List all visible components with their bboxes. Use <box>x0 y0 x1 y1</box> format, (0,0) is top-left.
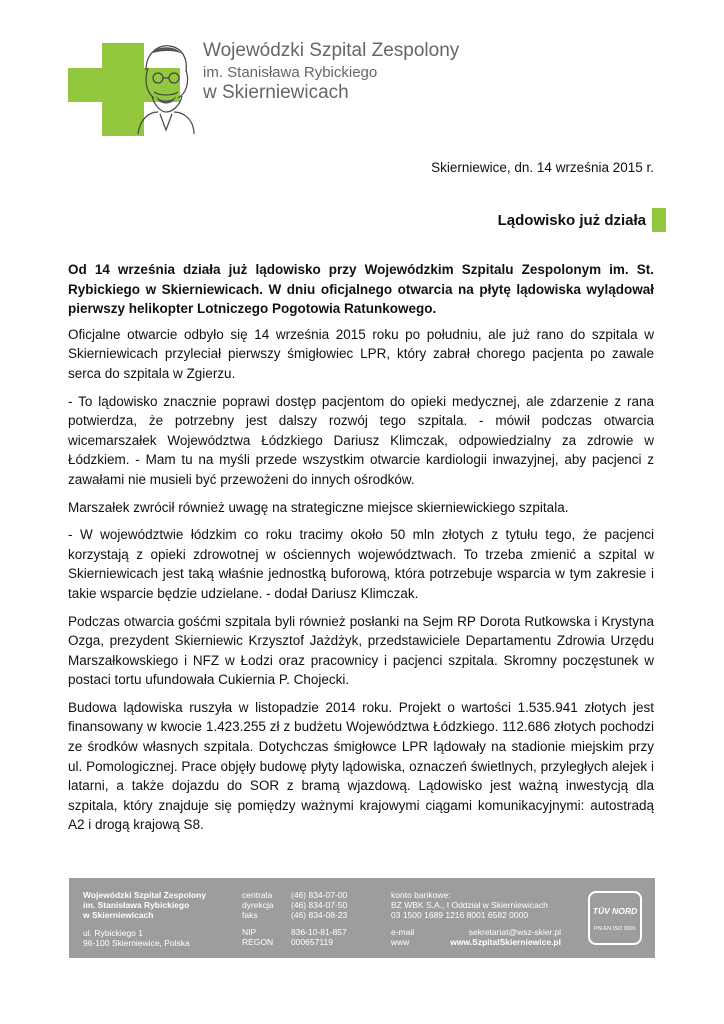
body-paragraph: Oficjalne otwarcie odbyło się 14 września 2015 roku po południu, ale już rano do szpitala w Skierniewicach przyleciał pierwszy śmigłowiec LPR, który zabrał chorego pacjenta po zawale serca do szpitala w Zgierzu. <box>68 326 654 381</box>
footer-contact-values <box>421 927 561 947</box>
contact-label: www <box>391 937 410 947</box>
footer-id-values <box>291 927 381 947</box>
tuv-certificate-badge-icon <box>588 891 642 945</box>
footer <box>69 878 655 958</box>
phone-value: (46) 834-08-23 <box>291 910 348 920</box>
bank-line: 03 1500 1689 1216 8001 6582 0000 <box>391 910 529 920</box>
body-paragraph: - W województwie łódzkim co roku tracimy około 50 mln złotych z tytułu tego, że pacjenci korzystają z opieki zdrowotnej w ościennych województwach. To trzeba zmienić a szpital w Skierniewicach jest taką właśnie jednostką buforową, która potrzebuje wsparcia w tym zakresie i takie wsparcie będzie udzielane. - dodał Dariusz Klimczak. <box>68 527 654 601</box>
lead-paragraph: Od 14 września działa już lądowisko przy Wojewódzkim Szpitalu Zespolonym im. St. Rybickiego w Skierniewicach. W dniu oficjalnego otwarcia na płytę lądowiska wylądował pierwszy helikopter Lotniczego Pogotowia Ratunkowego. <box>68 262 654 317</box>
letterhead <box>68 40 488 136</box>
footer-id-labels <box>242 927 287 947</box>
id-label: REGON <box>242 937 274 947</box>
title-accent-bar <box>652 208 666 232</box>
cert-code: PN-EN ISO 9001 <box>594 926 636 932</box>
phone-label: faks <box>242 910 258 920</box>
footer-contact-labels <box>391 927 421 947</box>
phone-value: (46) 834-07-50 <box>291 900 348 910</box>
id-value: 000657119 <box>291 937 333 947</box>
body-paragraph: Podczas otwarcia gośćmi szpitala byli również posłanki na Sejm RP Dorota Rutkowska i Krystyna Ozga, prezydent Skierniewic Krzysztof Jażdżyk, przedstawiciele Departamentu Zdrowia Urzędu Marszałkowskiego i NFZ w Łodzi oraz pracownicy i pacjenci szpitala. Skromny poczęstunek w postaci tortu ufundowała Cukiernia P. Chojecki. <box>68 613 654 688</box>
footer-bank <box>391 890 561 920</box>
bank-line: konto bankowe: <box>391 890 451 900</box>
email-link[interactable]: sekretariat@wsz-skier.pl <box>468 927 561 937</box>
org-city: w Skierniewicach <box>203 82 349 103</box>
body-paragraph: Marszałek zwrócił również uwagę na strategiczne miejsce skierniewickiego szpitala. <box>68 499 569 515</box>
portrait-icon <box>124 40 204 134</box>
phone-value: (46) 834-07-00 <box>291 890 348 900</box>
bank-line: BZ WBK S.A., I Oddział w Skierniewicach <box>391 900 548 910</box>
footer-address-line: 96-100 Skierniewice, Polska <box>83 938 190 948</box>
footer-org-line: w Skierniewicach <box>83 910 154 920</box>
id-value: 836-10-81-857 <box>291 927 347 937</box>
document-date: Skierniewice, dn. 14 września 2015 r. <box>431 160 654 175</box>
document-body <box>68 260 654 843</box>
footer-org-line: Wojewódzki Szpital Zespolony <box>83 890 207 900</box>
id-label: NIP <box>242 927 257 937</box>
footer-phone-values <box>291 890 381 920</box>
document-title: Lądowisko już działa <box>497 211 646 229</box>
phone-label: centrala <box>242 890 273 900</box>
website-link[interactable]: www.SzpitalSkierniewice.pl <box>450 937 561 947</box>
cert-brand: TÜV NORD <box>592 906 638 916</box>
footer-org-line: im. Stanisława Rybickiego <box>83 900 190 910</box>
footer-address-line: ul. Rybickiego 1 <box>83 928 144 938</box>
body-paragraph: - To lądowisko znacznie poprawi dostęp pacjentom do opieki medycznej, ale zdarzenie z rana potwierdza, że potrzebny jest dalszy rozwój tego szpitala. - mówił podczas otwarcia wicemarszałek Województwa Łódzkiego Dariusz Klimczak, odpowiedzialny za zdrowie w Łódzkiem. - Mam tu na myśli przede wszystkim otwarcie kardiologii inwazyjnej, aby pacjenci z zawałami nie musieli być przewożeni do innych ośrodków. <box>68 393 654 487</box>
phone-label: dyrekcja <box>242 900 274 910</box>
org-patron: im. Stanisława Rybickiego <box>203 64 378 81</box>
footer-org <box>83 890 233 920</box>
title-block <box>498 208 666 232</box>
org-name: Wojewódzki Szpital Zespolony <box>203 40 460 61</box>
footer-address <box>83 928 233 948</box>
contact-label: e-mail <box>391 927 415 937</box>
body-paragraph: Budowa lądowiska ruszyła w listopadzie 2014 roku. Projekt o wartości 1.535.941 złotych jest finansowany w kwocie 1.423.255 zł z budżetu Województwa Łódzkiego. 112.686 złotych pochodzi ze środków własnych szpitala. Dotychczas śmigłowce LPR lądowały na stadionie miejskim przy ul. Pomologicznej. Prace objęły budowę płyty lądowiska, oznaczeń świetlnych, przyległych alejek i latarni, a także dojazdu do SOR z bramą wjazdową. Lądowisko jest ważną inwestycją dla szpitala, który znajduje się pomiędzy ważnymi krajowymi ciągami komunikacyjnymi: autostradą A2 i drogą krajową S8. <box>68 699 654 833</box>
footer-phone-labels <box>242 890 287 920</box>
